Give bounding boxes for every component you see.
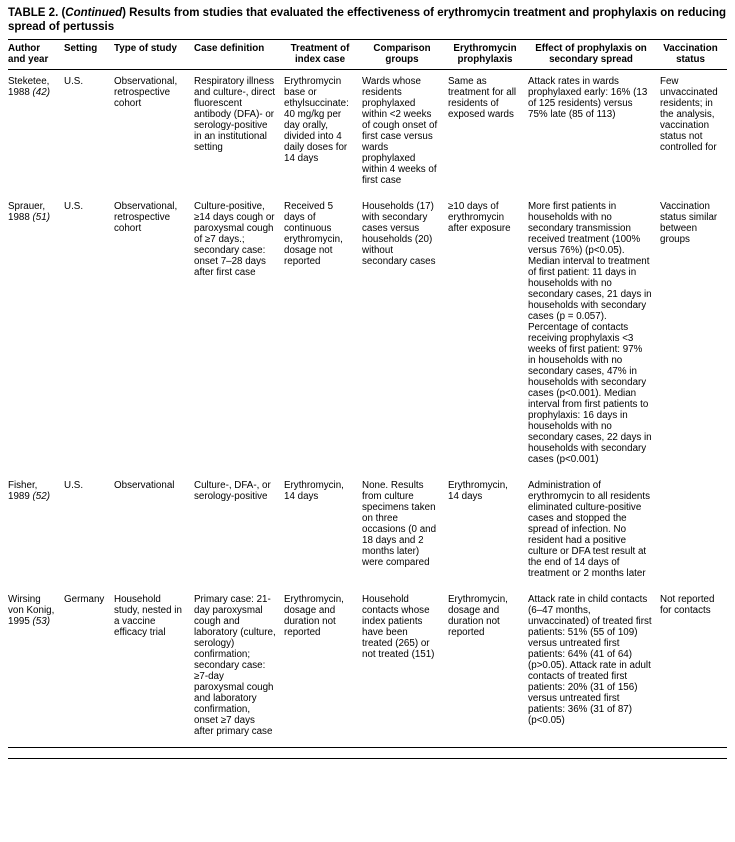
author-reference: (52) [32, 491, 50, 502]
cell-erythromycin-prophylaxis: Same as treatment for all residents of exposed wards [448, 76, 517, 120]
cell-case-definition: Respiratory illness and culture-, direct fluorescent antibody (DFA)- or serology-positive in an institutional setting [194, 76, 276, 153]
cell-author [8, 70, 64, 197]
col-header-case-definition: Case definition [194, 40, 284, 70]
table-body [8, 70, 727, 748]
author-reference: (51) [32, 212, 50, 223]
col-header-setting: Setting [64, 40, 114, 70]
title-continued: Continued [65, 7, 123, 19]
cell-treatment-of-index-case: Erythromycin, dosage and duration not reported [284, 594, 344, 638]
title-prefix: TABLE 2. ( [8, 7, 66, 19]
author-reference: (42) [32, 87, 50, 98]
col-header-author: Author and year [8, 40, 64, 70]
bottom-rule [8, 758, 727, 759]
cell-effect-on-secondary-spread: Administration of erythromycin to all residents eliminated culture-positive cases and stopped the spread of infection. No resident had a positive culture or DFA test result at the end of 14 days of treatment or 2 months later [528, 480, 650, 579]
author-reference: (53) [32, 616, 50, 627]
cell-author [8, 475, 64, 589]
cell-vaccination-status: Few unvaccinated residents; in the analysis, vaccination status not controlled for [660, 76, 718, 153]
cell-comparison-groups: Households (17) with secondary cases versus households (20) without secondary cases [362, 201, 436, 267]
cell-vaccination-status: Vaccination status similar between groups [660, 201, 718, 245]
cell-treatment-of-index-case: Erythromycin base or ethylsuccinate: 40 mg/kg per day orally, divided into 4 daily doses for 14 days [284, 76, 349, 164]
cell-treatment-of-index-case: Erythromycin, 14 days [284, 480, 344, 502]
cell-type-of-study: Household study, nested in a vaccine efficacy trial [114, 594, 182, 638]
cell-author [8, 589, 64, 748]
table-header [8, 40, 727, 70]
cell-type-of-study: Observational, retrospective cohort [114, 201, 178, 234]
col-header-treatment-of-index-case: Treatment of index case [284, 40, 362, 70]
results-table [8, 39, 727, 748]
col-header-vaccination-status: Vaccination status [660, 40, 727, 70]
cell-setting: U.S. [64, 201, 84, 212]
author-name: Steketee, 1988 [8, 76, 50, 98]
cell-vaccination-status [660, 475, 727, 589]
header-row [8, 40, 727, 70]
author-name: Sprauer, 1988 [8, 201, 46, 223]
cell-type-of-study: Observational [114, 480, 175, 491]
cell-erythromycin-prophylaxis: ≥10 days of erythromycin after exposure [448, 201, 511, 234]
cell-setting: Germany [64, 594, 105, 605]
cell-author [8, 196, 64, 475]
cell-case-definition: Primary case: 21-day paroxysmal cough and laboratory (culture, serology) confirmation; secondary case: ≥7-day paroxysmal cough and laboratory confirmation, onset ≥7 days after primary case [194, 594, 276, 737]
table-row [8, 196, 727, 475]
cell-comparison-groups: Wards whose residents prophylaxed within <2 weeks of cough onset of first case versus wards prophylaxed within 4 weeks of first case [362, 76, 438, 186]
author-name: Wirsing von Konig, 1995 [8, 594, 55, 627]
cell-effect-on-secondary-spread: Attack rate in child contacts (6–47 months, unvaccinated) of treated first patients: 51% (55 of 109) versus untreated first patients: 64% (41 of 64) (p>0.05). Attack rate in adult contacts of treated first patients: 20% (31 of 156) versus untreated first patients: 36% (31 of 87) (p<0.05) [528, 594, 652, 726]
cell-vaccination-status: Not reported for contacts [660, 594, 715, 616]
cell-type-of-study: Observational, retrospective cohort [114, 76, 178, 109]
table-row [8, 475, 727, 589]
cell-comparison-groups: None. Results from culture specimens taken on three occasions (0 and 18 days and 2 months later) were compared [362, 480, 437, 568]
cell-case-definition: Culture-, DFA-, or serology-positive [194, 480, 271, 502]
cell-erythromycin-prophylaxis: Erythromycin, dosage and duration not reported [448, 594, 508, 638]
cell-case-definition: Culture-positive, ≥14 days cough or paroxysmal cough of ≥7 days.; secondary case: onset 7–28 days after first case [194, 201, 275, 278]
cell-erythromycin-prophylaxis: Erythromycin, 14 days [448, 480, 508, 502]
cell-treatment-of-index-case: Received 5 days of continuous erythromycin, dosage not reported [284, 201, 343, 267]
col-header-comparison-groups: Comparison groups [362, 40, 448, 70]
cell-effect-on-secondary-spread: More first patients in households with no secondary transmission received treatment (100% versus 76%) (p<0.05). Median interval to treatment of first patient: 11 days in households with no secondary cases, 21 days in households with secondary cases (p = 0.057). Percentage of contacts receiving prophylaxis <3 weeks of first patient: 97% in households with no secondary cases, 47% in households with secondary cases (p<0.001). Median interval from first patients to prophylaxis: 16 days in households with no secondary cases, 22 days in households with secondary cases (p<0.001) [528, 201, 652, 465]
table-title [8, 6, 727, 34]
cell-effect-on-secondary-spread: Attack rates in wards prophylaxed early: 16% (13 of 125 residents) versus 75% late (85 of 113) [528, 76, 648, 120]
table-row [8, 589, 727, 748]
col-header-erythromycin-prophylaxis: Erythromycin prophylaxis [448, 40, 528, 70]
col-header-type-of-study: Type of study [114, 40, 194, 70]
table-row [8, 70, 727, 197]
col-header-effect-on-secondary-spread: Effect of prophylaxis on secondary spread [528, 40, 660, 70]
cell-setting: U.S. [64, 76, 84, 87]
author-name: Fisher, 1989 [8, 480, 38, 502]
cell-setting: U.S. [64, 480, 84, 491]
cell-comparison-groups: Household contacts whose index patients have been treated (265) or not treated (151) [362, 594, 435, 660]
title-rest: ) Results from studies that evaluated the effectiveness of erythromycin treatment and prophylaxis on reducing spread of pertussis [8, 7, 727, 33]
